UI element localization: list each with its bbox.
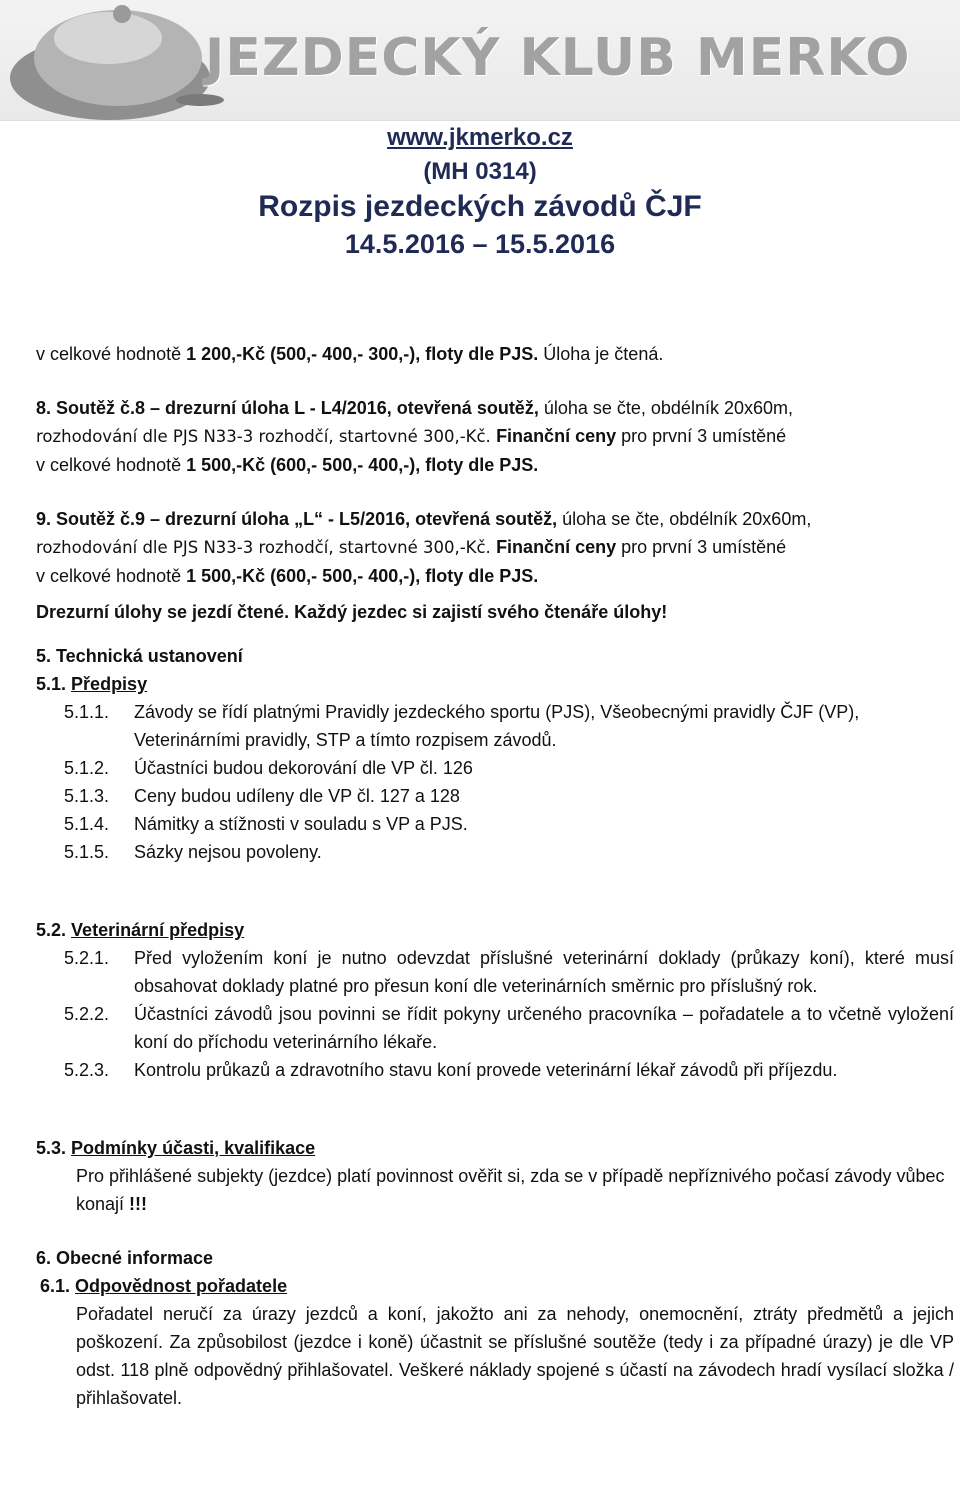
club-banner bbox=[0, 0, 960, 121]
list-item: 5.1.3. Ceny budou udíleny dle VP čl. 127 a 128 bbox=[64, 786, 460, 806]
list-item: 5.1.1. Závody se řídí platnými Pravidly jezdeckého sportu (PJS), Všeobecnými pravidly ČJF (VP), Veterinárními pravidly, STP a tímto rozpisem závodů. bbox=[64, 702, 860, 750]
list-item: 5.2.1. Před vyložením koní je nutno odevzdat příslušné veterinární doklady (průkazy koní), které musí obsahovat doklady platné pro přesun koní dle veterinárních směrnic pro příslušný rok. bbox=[64, 948, 954, 996]
section-5-3-text: Pro přihlášené subjekty (jezdce) platí povinnost ověřit si, zda se v případě nepříznivého počasí závody vůbec konají !!! bbox=[76, 1166, 945, 1214]
competition-9: 9. Soutěž č.9 – drezurní úloha „L“ - L5/2016, otevřená soutěž, úloha se čte, obdélník 20x60m, rozhodování dle PJS N33-3 rozhodčí, startovné 300,-Kč. Finanční ceny pro první 3 umístěné v celkové hodnotě 1 500,-Kč (600,- 500,- 400,-), floty dle PJS. bbox=[36, 509, 812, 586]
website-link[interactable]: www.jkmerko.cz bbox=[387, 124, 573, 151]
page-title: Rozpis jezdeckých závodů ČJF bbox=[258, 190, 702, 223]
section-6-heading: 6. Obecné informace bbox=[36, 1248, 214, 1268]
event-dates: 14.5.2016 – 15.5.2016 bbox=[344, 229, 616, 259]
section-5-heading: 5. Technická ustanovení bbox=[36, 646, 243, 666]
section-5-3-heading: 5.3. Podmínky účasti, kvalifikace bbox=[36, 1138, 316, 1158]
list-item: 5.1.5. Sázky nejsou povoleny. bbox=[64, 842, 322, 862]
list-item: 5.1.4. Námitky a stížnosti v souladu s VP a PJS. bbox=[64, 814, 468, 834]
section-6-1-heading: 6.1. Odpovědnost pořadatele bbox=[40, 1276, 288, 1296]
section-5-2-list bbox=[36, 944, 954, 1084]
section-5-2-heading: 5.2. Veterinární předpisy bbox=[36, 920, 245, 940]
document-body bbox=[36, 340, 954, 1412]
section-5-1-list bbox=[36, 698, 954, 866]
section-6-1-text: Pořadatel neručí za úrazy jezdců a koní, jakožto ani za nehody, onemocnění, ztráty předmětů a jejich poškození. Za způsobilost (jezdce i koně) účastnit se příslušné soutěže (tedy i za případné úrazy) je dle VP odst. 118 plně odpovědný přihlašovatel. Veškeré náklady spojené s účastí na závodech hradí vysílací složka / přihlašovatel. bbox=[76, 1304, 954, 1408]
list-item: 5.1.2. Účastníci budou dekorování dle VP čl. 126 bbox=[64, 758, 473, 778]
list-item: 5.2.2. Účastníci závodů jsou povinni se řídit pokyny určeného pracovníka – pořadatele a to včetně vyložení koní do příchodu veterinárního lékaře. bbox=[64, 1004, 954, 1052]
dressage-note: Drezurní úlohy se jezdí čtené. Každý jezdec si zajistí svého čtenáře úlohy! bbox=[36, 602, 668, 622]
competition-7-tail: v celkové hodnotě 1 200,-Kč (500,- 400,- 300,-), floty dle PJS. Úloha je čtená. bbox=[36, 344, 664, 364]
event-code: (MH 0314) bbox=[423, 158, 537, 185]
club-logo-text: JEZDECKÝ KLUB MERKO bbox=[205, 28, 911, 88]
document-header bbox=[0, 122, 960, 258]
competition-8: 8. Soutěž č.8 – drezurní úloha L - L4/2016, otevřená soutěž, úloha se čte, obdélník 20x60m, rozhodování dle PJS N33-3 rozhodčí, startovné 300,-Kč. Finanční ceny pro první 3 umístěné v celkové hodnotě 1 500,-Kč (600,- 500,- 400,-), floty dle PJS. bbox=[36, 398, 793, 475]
section-5-1-heading: 5.1. Předpisy bbox=[36, 674, 148, 694]
list-item: 5.2.3. Kontrolu průkazů a zdravotního stavu koní provede veterinární lékař závodů při příjezdu. bbox=[64, 1060, 838, 1080]
